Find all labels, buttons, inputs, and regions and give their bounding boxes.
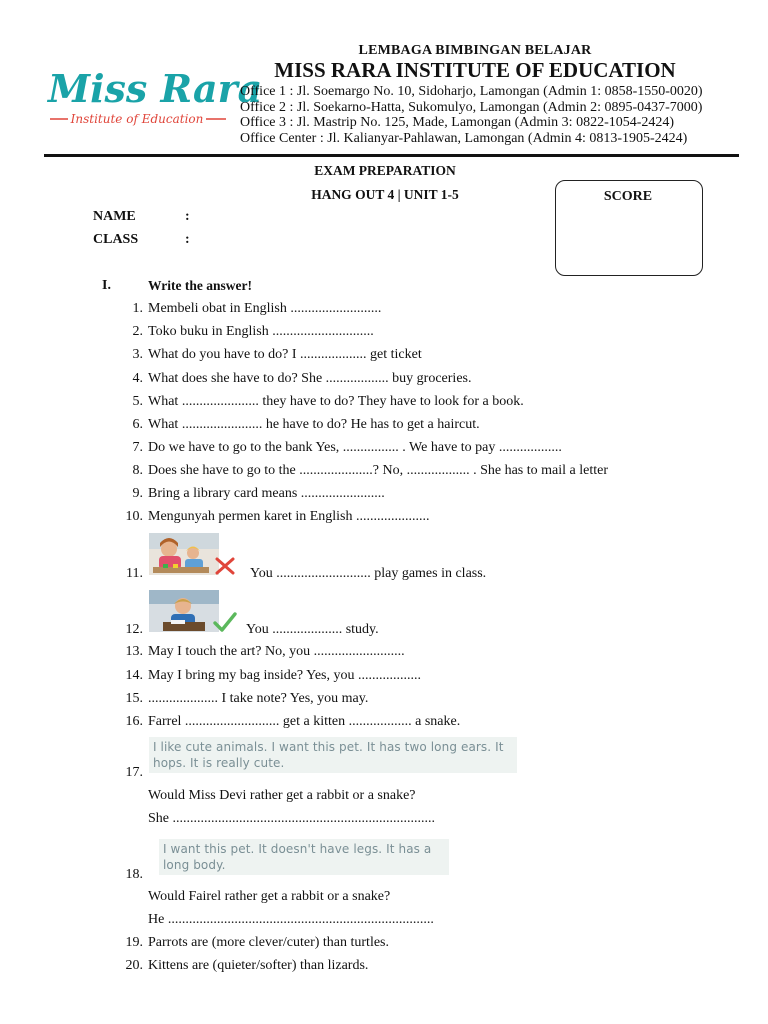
question-number: 3. <box>132 347 143 362</box>
question-number: 2. <box>132 324 143 339</box>
office-2: Office 2 : Jl. Soekarno-Hatta, Sukomulyo, Lamongan (Admin 2: 0895-0437-7000) <box>240 100 703 115</box>
class-label: CLASS <box>93 232 139 247</box>
student-studying-photo <box>149 590 219 632</box>
question-number: 10. <box>125 509 143 524</box>
cross-icon <box>214 556 236 576</box>
check-icon <box>212 611 238 633</box>
question-number: 1. <box>132 301 143 316</box>
answer-line: She ........................................................................... <box>148 811 435 826</box>
question-text: Do we have to go to the bank Yes, ................ . We have to pay .................. <box>148 440 562 455</box>
question-number: 17. <box>125 765 143 780</box>
section-title: Write the answer! <box>148 278 252 293</box>
question-number: 14. <box>125 668 143 683</box>
question-text: Mengunyah permen karet in English ..................... <box>148 509 430 524</box>
question-text: You .................... study. <box>246 622 379 637</box>
question-number: 8. <box>132 463 143 478</box>
question-text: Kittens are (quieter/softer) than lizards. <box>148 958 369 973</box>
question-number: 9. <box>132 486 143 501</box>
office-3: Office 3 : Jl. Mastrip No. 125, Made, Lamongan (Admin 3: 0822-1054-2424) <box>240 115 675 130</box>
question-text: Membeli obat in English .......................... <box>148 301 382 316</box>
question-number: 12. <box>125 622 143 637</box>
exam-subtitle: HANG OUT 4 | UNIT 1-5 <box>311 187 459 202</box>
question-text: What ....................... he have to do? He has to get a haircut. <box>148 417 480 432</box>
question-number: 19. <box>125 935 143 950</box>
question-text: What does she have to do? She .................. buy groceries. <box>148 371 472 386</box>
exam-title: EXAM PREPARATION <box>314 163 456 178</box>
children-playing-photo <box>149 533 219 575</box>
question-text: Farrel ........................... get a kitten .................. a snake. <box>148 714 461 729</box>
question-text: .................... I take note? Yes, you may. <box>148 691 369 706</box>
question-text: May I bring my bag inside? Yes, you .................. <box>148 668 421 683</box>
pet-description-note: I want this pet. It doesn't have legs. It has a long body. <box>159 839 449 875</box>
question-number: 4. <box>132 371 143 386</box>
question-text: Parrots are (more clever/cuter) than turtles. <box>148 935 390 950</box>
org-type: LEMBAGA BIMBINGAN BELAJAR <box>358 43 592 58</box>
question-text: May I touch the art? No, you .......................... <box>148 644 405 659</box>
question-text: Bring a library card means ........................ <box>148 486 385 501</box>
question-number: 11. <box>126 566 143 581</box>
question-text: Would Miss Devi rather get a rabbit or a snake? <box>148 788 416 803</box>
question-text: You ........................... play games in class. <box>250 566 487 581</box>
name-label: NAME <box>93 209 136 224</box>
question-text: What do you have to do? I ................... get ticket <box>148 347 422 362</box>
question-number: 13. <box>125 644 143 659</box>
logo-subtext: Institute of Education <box>70 112 204 126</box>
question-text: Would Fairel rather get a rabbit or a snake? <box>148 889 391 904</box>
question-number: 6. <box>132 417 143 432</box>
name-colon: : <box>185 209 190 224</box>
question-number: 18. <box>125 867 143 882</box>
class-colon: : <box>185 232 190 247</box>
question-number: 15. <box>125 691 143 706</box>
question-number: 7. <box>132 440 143 455</box>
pet-description-note: I like cute animals. I want this pet. It has two long ears. It hops. It is really cute. <box>149 737 517 773</box>
question-text: What ...................... they have to do? They have to look for a book. <box>148 394 524 409</box>
score-label: SCORE <box>603 189 653 204</box>
question-number: 16. <box>125 714 143 729</box>
question-text: Toko buku in English ............................. <box>148 324 374 339</box>
office-center: Office Center : Jl. Kalianyar-Pahlawan, Lamongan (Admin 4: 0813-1905-2424) <box>240 131 688 146</box>
section-number: I. <box>102 278 111 293</box>
question-text: Does she have to go to the .....................? No, .................. . She has to mail a letter <box>148 463 608 478</box>
header-divider <box>44 154 739 157</box>
question-number: 5. <box>132 394 143 409</box>
institute-logo <box>44 62 263 130</box>
logo-text: Miss Rara <box>48 66 263 111</box>
org-name: MISS RARA INSTITUTE OF EDUCATION <box>274 58 676 82</box>
office-1: Office 1 : Jl. Soemargo No. 10, Sidoharjo, Lamongan (Admin 1: 0858-1550-0020) <box>240 84 703 99</box>
question-number: 20. <box>125 958 143 973</box>
answer-line: He ............................................................................ <box>148 912 434 927</box>
